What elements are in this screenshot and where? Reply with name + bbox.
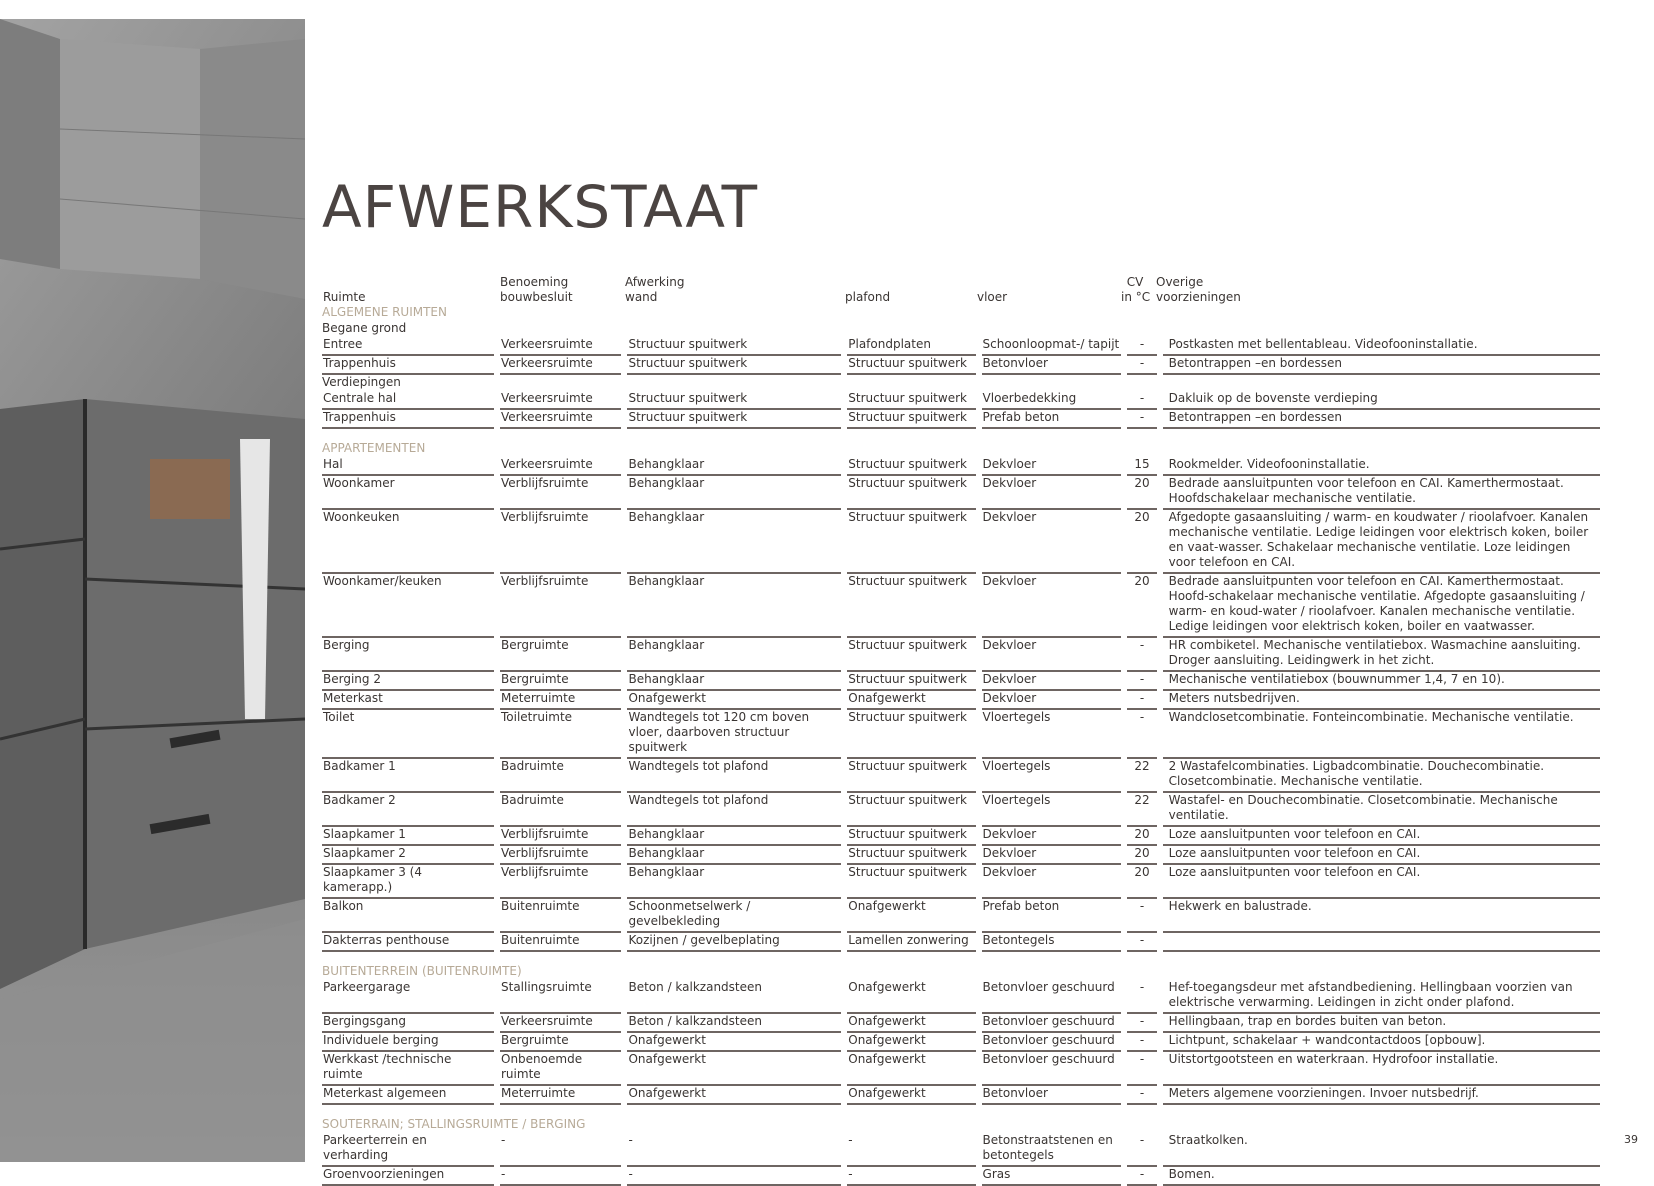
table-cell: -	[627, 1167, 841, 1186]
table-cell: Dakterras penthouse	[322, 933, 494, 952]
table-row	[322, 356, 1600, 375]
table-cell: Verblijfsruimte	[500, 476, 621, 510]
table-row	[322, 457, 1600, 476]
header-ruimte: Ruimte	[323, 290, 366, 304]
table-cell: -	[847, 1133, 975, 1167]
table-cell: Verkeersruimte	[500, 457, 621, 476]
table-row	[322, 1014, 1600, 1033]
table-cell: -	[1127, 899, 1156, 933]
table-cell: Badruimte	[500, 793, 621, 827]
table-cell: -	[1127, 1033, 1156, 1052]
table-row	[322, 510, 1600, 574]
table-cell: Dekvloer	[982, 574, 1122, 638]
table-cell: -	[500, 1167, 621, 1186]
table-row	[322, 574, 1600, 638]
header-plafond: plafond	[845, 290, 891, 304]
table-cell: Meterruimte	[500, 691, 621, 710]
table-cell: -	[1127, 638, 1156, 672]
table-cell: Onafgewerkt	[847, 1086, 975, 1105]
table-cell: -	[1127, 691, 1156, 710]
table-cell: Betontrappen –en bordessen	[1163, 410, 1600, 429]
table-cell: Bergruimte	[500, 1033, 621, 1052]
group-subtitle: Begane grond	[322, 321, 407, 335]
section-title: BUITENTERREIN (BUITENRUIMTE)	[322, 964, 522, 978]
table-cell: Onafgewerkt	[847, 691, 975, 710]
table-cell: Structuur spuitwerk	[847, 510, 975, 574]
table-cell: -	[1127, 980, 1156, 1014]
table-header	[322, 272, 1600, 305]
finish-schedule-table	[322, 272, 1600, 1186]
table-cell: -	[1127, 672, 1156, 691]
table-cell: Schoonloopmat-/ tapijt	[982, 337, 1122, 356]
table-cell: Verkeersruimte	[500, 391, 621, 410]
table-cell: Onafgewerkt	[627, 691, 841, 710]
table-cell: Onafgewerkt	[847, 1052, 975, 1086]
table-cell: Meters algemene voorzieningen. Invoer nutsbedrijf.	[1163, 1086, 1600, 1105]
table-cell: Wandtegels tot plafond	[627, 793, 841, 827]
table-cell: Wandtegels tot plafond	[627, 759, 841, 793]
table-cell: Structuur spuitwerk	[627, 410, 841, 429]
table-cell: Dekvloer	[982, 672, 1122, 691]
table-cell: Loze aansluitpunten voor telefoon en CAI.	[1163, 827, 1600, 846]
table-cell: Dekvloer	[982, 457, 1122, 476]
table-cell: Werkkast /technische ruimte	[322, 1052, 494, 1086]
table-cell: Betonvloer geschuurd	[982, 1033, 1122, 1052]
table-cell: Bedrade aansluitpunten voor telefoon en CAI. Kamerthermostaat. Hoofd-schakelaar mechanische ventilatie. Afgedopte gasaansluiting / warm- en koud-water / rioolafvoer. Kanalen mechanische ventilatie. Ledige leidingen voor elektrisch koken, boiler en vaatwasser.	[1163, 574, 1600, 638]
table-cell: Afgedopte gasaansluiting / warm- en koudwater / rioolafvoer. Kanalen mechanische ventilatie. Ledige leidingen voor elektrisch koken, boiler en vaat-wasser. Schakelaar mechanische ventilatie. Loze leidingen voor telefoon en CAI.	[1163, 510, 1600, 574]
table-cell: Onafgewerkt	[847, 980, 975, 1014]
table-cell: -	[1127, 337, 1156, 356]
table-cell: Structuur spuitwerk	[627, 337, 841, 356]
table-cell: Badkamer 2	[322, 793, 494, 827]
table-cell: Woonkamer	[322, 476, 494, 510]
table-cell: HR combiketel. Mechanische ventilatiebox. Wasmachine aansluiting. Droger aansluiting. Leidingwerk in het zicht.	[1163, 638, 1600, 672]
table-cell: Parkeergarage	[322, 980, 494, 1014]
table-cell: Behangklaar	[627, 638, 841, 672]
table-cell: Dekvloer	[982, 865, 1122, 899]
table-row	[322, 1086, 1600, 1105]
table-cell: -	[500, 1133, 621, 1167]
table-row	[322, 476, 1600, 510]
table-cell: Onbenoemde ruimte	[500, 1052, 621, 1086]
table-cell: Trappenhuis	[322, 356, 494, 375]
header-wand: Afwerking wand	[625, 275, 685, 304]
table-cell: Dekvloer	[982, 476, 1122, 510]
table-cell: Onafgewerkt	[847, 1033, 975, 1052]
table-row	[322, 793, 1600, 827]
interior-photo	[0, 19, 305, 1162]
table-cell: -	[1127, 391, 1156, 410]
table-cell: 20	[1127, 827, 1156, 846]
table-cell: Structuur spuitwerk	[847, 410, 975, 429]
header-benoeming: Benoeming bouwbesluit	[500, 275, 573, 304]
table-cell: Verkeersruimte	[500, 1014, 621, 1033]
table-cell: Structuur spuitwerk	[627, 391, 841, 410]
table-cell: Betontrappen –en bordessen	[1163, 356, 1600, 375]
table-cell: Onafgewerkt	[627, 1086, 841, 1105]
table-cell: Vloerbedekking	[982, 391, 1122, 410]
table-cell: -	[1127, 1052, 1156, 1086]
table-cell: Woonkamer/keuken	[322, 574, 494, 638]
table-cell: Straatkolken.	[1163, 1133, 1600, 1167]
table-cell: 20	[1127, 574, 1156, 638]
table-cell: Structuur spuitwerk	[847, 638, 975, 672]
table-cell: Betonvloer	[982, 356, 1122, 375]
page-number: 39	[1624, 1133, 1638, 1146]
table-cell: Onafgewerkt	[627, 1033, 841, 1052]
table-cell: Berging 2	[322, 672, 494, 691]
table-cell: Hellingbaan, trap en bordes buiten van beton.	[1163, 1014, 1600, 1033]
table-cell	[1163, 933, 1600, 952]
table-row	[322, 865, 1600, 899]
table-cell: Structuur spuitwerk	[847, 759, 975, 793]
table-cell: Betonvloer	[982, 1086, 1122, 1105]
table-cell: Loze aansluitpunten voor telefoon en CAI.	[1163, 846, 1600, 865]
table-cell: Structuur spuitwerk	[847, 476, 975, 510]
table-cell: Groenvoorzieningen	[322, 1167, 494, 1186]
table-cell: Structuur spuitwerk	[847, 356, 975, 375]
table-cell: 22	[1127, 793, 1156, 827]
table-cell: Onafgewerkt	[627, 1052, 841, 1086]
table-cell: Schoonmetselwerk / gevelbekleding	[627, 899, 841, 933]
table-cell: Mechanische ventilatiebox (bouwnummer 1,4, 7 en 10).	[1163, 672, 1600, 691]
table-cell: Centrale hal	[322, 391, 494, 410]
table-cell: Verblijfsruimte	[500, 827, 621, 846]
table-row	[322, 980, 1600, 1014]
table-row	[322, 1133, 1600, 1167]
table-cell: Behangklaar	[627, 476, 841, 510]
table-row	[322, 1033, 1600, 1052]
table-cell: Vloertegels	[982, 793, 1122, 827]
table-cell: Woonkeuken	[322, 510, 494, 574]
table-cell: Bomen.	[1163, 1167, 1600, 1186]
table-cell: Dekvloer	[982, 510, 1122, 574]
table-cell: -	[1127, 356, 1156, 375]
table-row	[322, 899, 1600, 933]
table-cell: Gras	[982, 1167, 1122, 1186]
table-cell: Betontegels	[982, 933, 1122, 952]
table-cell: Vloertegels	[982, 710, 1122, 759]
table-cell: Vloertegels	[982, 759, 1122, 793]
table-cell: Behangklaar	[627, 827, 841, 846]
table-row	[322, 827, 1600, 846]
table-body	[322, 305, 1600, 1186]
table-cell: Slaapkamer 2	[322, 846, 494, 865]
page-title: AFWERKSTAAT	[322, 173, 759, 241]
table-cell: Dekvloer	[982, 827, 1122, 846]
table-cell: Prefab beton	[982, 899, 1122, 933]
section-title: APPARTEMENTEN	[322, 441, 426, 455]
table-cell: Lichtpunt, schakelaar + wandcontactdoos [opbouw].	[1163, 1033, 1600, 1052]
table-row	[322, 1052, 1600, 1086]
table-cell: Dekvloer	[982, 691, 1122, 710]
table-cell: Structuur spuitwerk	[847, 827, 975, 846]
table-cell: Betonvloer geschuurd	[982, 980, 1122, 1014]
table-cell: Beton / kalkzandsteen	[627, 1014, 841, 1033]
table-cell: Structuur spuitwerk	[847, 391, 975, 410]
table-cell: 20	[1127, 865, 1156, 899]
group-subtitle: Verdiepingen	[322, 375, 401, 389]
table-cell: Toiletruimte	[500, 710, 621, 759]
table-cell: Verkeersruimte	[500, 356, 621, 375]
table-cell: Meterkast	[322, 691, 494, 710]
table-row	[322, 691, 1600, 710]
header-cv: CV in °C	[1121, 275, 1151, 304]
section-title: ALGEMENE RUIMTEN	[322, 305, 447, 319]
table-cell: Verblijfsruimte	[500, 574, 621, 638]
table-cell: Betonvloer geschuurd	[982, 1052, 1122, 1086]
table-cell: Behangklaar	[627, 457, 841, 476]
table-cell: Berging	[322, 638, 494, 672]
table-cell: Meters nutsbedrijven.	[1163, 691, 1600, 710]
table-cell: Entree	[322, 337, 494, 356]
table-cell: Wandtegels tot 120 cm boven vloer, daarboven structuur spuitwerk	[627, 710, 841, 759]
table-row	[322, 638, 1600, 672]
table-cell: Bergruimte	[500, 638, 621, 672]
table-cell: Verblijfsruimte	[500, 510, 621, 574]
table-cell: Betonvloer geschuurd	[982, 1014, 1122, 1033]
table-cell: Behangklaar	[627, 846, 841, 865]
table-cell: Structuur spuitwerk	[847, 672, 975, 691]
table-cell: Buitenruimte	[500, 933, 621, 952]
table-cell: -	[1127, 1014, 1156, 1033]
table-cell: Buitenruimte	[500, 899, 621, 933]
table-cell: Verkeersruimte	[500, 337, 621, 356]
table-cell: Behangklaar	[627, 865, 841, 899]
table-cell: Bergingsgang	[322, 1014, 494, 1033]
table-cell: Kozijnen / gevelbeplating	[627, 933, 841, 952]
table-row	[322, 759, 1600, 793]
table-row	[322, 710, 1600, 759]
table-row	[322, 933, 1600, 952]
table-cell: 22	[1127, 759, 1156, 793]
table-row	[322, 337, 1600, 356]
table-cell: Onafgewerkt	[847, 1014, 975, 1033]
table-cell: Dekvloer	[982, 846, 1122, 865]
table-cell: Hekwerk en balustrade.	[1163, 899, 1600, 933]
table-row	[322, 846, 1600, 865]
table-cell: Trappenhuis	[322, 410, 494, 429]
table-cell: Slaapkamer 1	[322, 827, 494, 846]
table-cell: -	[1127, 1167, 1156, 1186]
table-cell: Verblijfsruimte	[500, 865, 621, 899]
table-cell: Hef-toegangsdeur met afstandbediening. Hellingbaan voorzien van elektrische verwarming. Leidingen in zicht onder plafond.	[1163, 980, 1600, 1014]
table-cell: Structuur spuitwerk	[847, 846, 975, 865]
table-cell: Dekvloer	[982, 638, 1122, 672]
table-cell: Stallingsruimte	[500, 980, 621, 1014]
table-cell: Loze aansluitpunten voor telefoon en CAI.	[1163, 865, 1600, 899]
table-cell: Lamellen zonwering	[847, 933, 975, 952]
table-cell: Parkeerterrein en verharding	[322, 1133, 494, 1167]
table-cell: Structuur spuitwerk	[847, 574, 975, 638]
table-cell: Structuur spuitwerk	[847, 793, 975, 827]
table-cell: Structuur spuitwerk	[847, 710, 975, 759]
table-cell: Postkasten met bellentableau. Videofooninstallatie.	[1163, 337, 1600, 356]
interior-photo-drawing	[0, 19, 305, 1162]
table-cell: Individuele berging	[322, 1033, 494, 1052]
table-cell: Wastafel- en Douchecombinatie. Closetcombinatie. Mechanische ventilatie.	[1163, 793, 1600, 827]
table-cell: Uitstortgootsteen en waterkraan. Hydrofoor installatie.	[1163, 1052, 1600, 1086]
table-cell: Betonstraatstenen en betontegels	[982, 1133, 1122, 1167]
table-cell: 20	[1127, 476, 1156, 510]
table-cell: Dakluik op de bovenste verdieping	[1163, 391, 1600, 410]
table-cell: Meterruimte	[500, 1086, 621, 1105]
table-cell: Badkamer 1	[322, 759, 494, 793]
table-cell: -	[1127, 410, 1156, 429]
table-cell: Onafgewerkt	[847, 899, 975, 933]
table-cell: Plafondplaten	[847, 337, 975, 356]
table-cell: Structuur spuitwerk	[847, 865, 975, 899]
table-cell: Balkon	[322, 899, 494, 933]
table-cell: -	[1127, 1086, 1156, 1105]
table-cell: Toilet	[322, 710, 494, 759]
table-cell: Wandclosetcombinatie. Fonteincombinatie. Mechanische ventilatie.	[1163, 710, 1600, 759]
table-cell: Bedrade aansluitpunten voor telefoon en CAI. Kamerthermostaat. Hoofdschakelaar mechanische ventilatie.	[1163, 476, 1600, 510]
table-cell: Beton / kalkzandsteen	[627, 980, 841, 1014]
table-row	[322, 391, 1600, 410]
table-cell: 15	[1127, 457, 1156, 476]
section-title: SOUTERRAIN; STALLINGSRUIMTE / BERGING	[322, 1117, 586, 1131]
table-cell: Rookmelder. Videofooninstallatie.	[1163, 457, 1600, 476]
table-cell: -	[1127, 1133, 1156, 1167]
table-cell: Prefab beton	[982, 410, 1122, 429]
table-row	[322, 672, 1600, 691]
table-cell: -	[627, 1133, 841, 1167]
table-cell: Verkeersruimte	[500, 410, 621, 429]
table-cell: 20	[1127, 846, 1156, 865]
table-cell: Structuur spuitwerk	[847, 457, 975, 476]
table-cell: Behangklaar	[627, 672, 841, 691]
table-cell: -	[1127, 710, 1156, 759]
table-cell: Hal	[322, 457, 494, 476]
table-cell: Structuur spuitwerk	[627, 356, 841, 375]
table-cell: -	[1127, 933, 1156, 952]
table-row	[322, 410, 1600, 429]
table-cell: Meterkast algemeen	[322, 1086, 494, 1105]
table-cell: Badruimte	[500, 759, 621, 793]
table-cell: Verblijfsruimte	[500, 846, 621, 865]
table-cell: 2 Wastafelcombinaties. Ligbadcombinatie. Douchecombinatie. Closetcombinatie. Mechanische ventilatie.	[1163, 759, 1600, 793]
header-vloer: vloer	[977, 290, 1008, 304]
table-cell: Behangklaar	[627, 574, 841, 638]
header-overige: Overige voorzieningen	[1156, 275, 1241, 304]
table-cell: 20	[1127, 510, 1156, 574]
table-cell: -	[847, 1167, 975, 1186]
table-cell: Behangklaar	[627, 510, 841, 574]
table-cell: Slaapkamer 3 (4 kamerapp.)	[322, 865, 494, 899]
table-cell: Bergruimte	[500, 672, 621, 691]
